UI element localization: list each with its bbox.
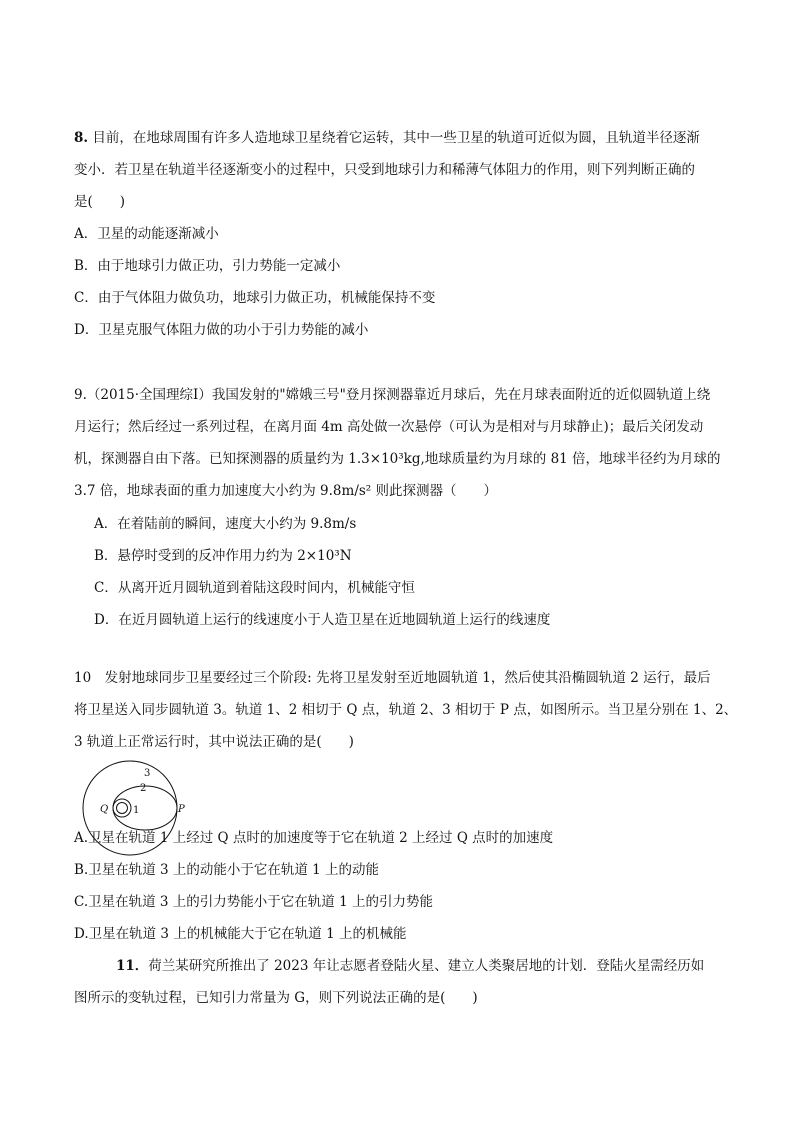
q11-number: 11． <box>116 958 149 974</box>
q9-stem-4: 3.7 倍，地球表面的重力加速度大小约为 9.8m/s² 则此探测器（ ） <box>74 483 498 499</box>
point-q-label: Q <box>100 804 109 815</box>
q11-stem-2: 图所示的变轨过程，已知引力常量为 G，则下列说法正确的是( ) <box>74 990 478 1006</box>
point-p-label: P <box>178 804 185 815</box>
q10-stem-1: 10 发射地球同步卫星要经过三个阶段: 先将卫星发射至近地圆轨道 1，然后使其沿椭圆轨道 2 运行，最后 <box>74 670 711 686</box>
q10-stem-3: 3 轨道上正常运行时，其中说法正确的是( ) <box>74 734 354 750</box>
orbit-1-label: 1 <box>133 805 140 816</box>
orbit-2-label: 2 <box>140 783 147 794</box>
q9-stem-2: 月运行；然后经过一系列过程，在离月面 4m 高处做一次悬停（可认为是相对与月球静止)；最后关闭发动 <box>74 419 704 435</box>
q8-option-b: B．由于地球引力做正功，引力势能一定减小 <box>74 258 341 274</box>
q10-option-b: B.卫星在轨道 3 上的动能小于它在轨道 1 上的动能 <box>74 862 380 878</box>
q11-line-1 <box>116 956 704 976</box>
q9-option-d: D．在近月圆轨道上运行的线速度小于人造卫星在近地圆轨道上运行的线速度 <box>94 612 551 628</box>
q9-option-c: C．从离开近月圆轨道到着陆这段时间内，机械能守恒 <box>94 580 415 596</box>
q8-option-d: D．卫星克服气体阻力做的功小于引力势能的减小 <box>74 322 369 338</box>
q8-option-a: A．卫星的动能逐渐减小 <box>74 226 219 242</box>
q8-stem-2: 变小．若卫星在轨道半径逐渐变小的过程中，只受到地球引力和稀薄气体阻力的作用，则下列判断正确的 <box>74 162 695 178</box>
q10-option-d: D.卫星在轨道 3 上的机械能大于它在轨道 1 上的机械能 <box>74 926 407 942</box>
orbit-1-circle <box>113 799 131 817</box>
q8-stem-1: 目前，在地球周围有许多人造地球卫星绕着它运转，其中一些卫星的轨道可近似为圆，且轨道半径逐渐 <box>88 130 700 146</box>
q8-number: 8. <box>74 130 89 146</box>
q10-stem-2: 将卫星送入同步圆轨道 3。轨道 1、2 相切于 Q 点，轨道 2、3 相切于 P 点，如图所示。当卫星分别在 1、2、 <box>74 702 738 718</box>
q9-stem-3: 机，探测器自由下落。已知探测器的质量约为 1.3×10³kg,地球质量约为月球的 81 倍，地球半径约为月球的 <box>74 451 721 467</box>
q8-option-c: C．由于气体阻力做负功，地球引力做正功，机械能保持不变 <box>74 290 436 306</box>
q9-option-a: A．在着陆前的瞬间，速度大小约为 9.8m/s <box>94 516 357 532</box>
q9-option-b: B．悬停时受到的反冲作用力约为 2×10³N <box>94 548 352 564</box>
q8-line-1 <box>74 128 700 148</box>
q11-stem-1: 荷兰某研究所推出了 2023 年让志愿者登陆火星、建立人类聚居地的计划．登陆火星需经历如 <box>148 958 705 974</box>
q8-stem-3: 是( ) <box>74 194 126 210</box>
earth-circle <box>117 803 128 814</box>
orbit-3-label: 3 <box>144 768 151 779</box>
q10-option-a: A.卫星在轨道 1 上经过 Q 点时的加速度等于它在轨道 2 上经过 Q 点时的加速度 <box>74 830 554 846</box>
q9-stem-1: 9.（2015·全国理综Ⅰ）我国发射的"嫦娥三号"登月探测器靠近月球后，先在月球表面附近的近似圆轨道上绕 <box>74 387 711 403</box>
q10-option-c: C.卫星在轨道 3 上的引力势能小于它在轨道 1 上的引力势能 <box>74 894 433 910</box>
